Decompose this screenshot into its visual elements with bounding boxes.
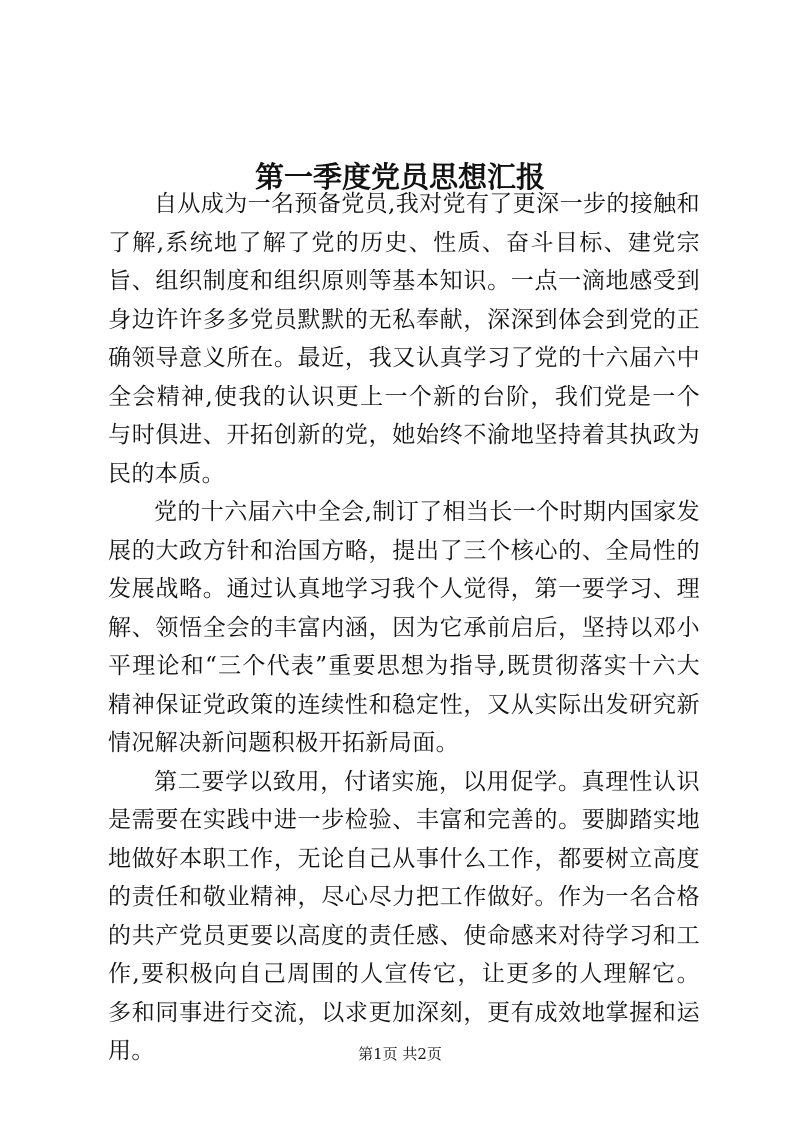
paragraph-3: 第二要学以致用，付诸实施，以用促学。真理性认识是需要在实践中进一步检验、丰富和完善的。要脚踏实地地做好本职工作，无论自己从事什么工作，都要树立高度的责任和敬业精神，尽心尽力把工作做好。作为一名合格的共产党员更要以高度的责任感、使命感来对待学习和工作,要积极向自己周围的人宣传它，让更多的人理解它。多和同事进行交流，以求更加深刻，更有成效地掌握和运用。 — [108, 768, 700, 1064]
document-title: 第一季度党员思想汇报 — [254, 160, 545, 195]
paragraph-2: 党的十六届六中全会,制订了相当长一个时期内国家发展的大政方针和治国方略，提出了三个核心的、全局性的发展战略。通过认真地学习我个人觉得，第一要学习、理解、领悟全会的丰富内涵，因为它承前启后，坚持以邓小平理论和“三个代表”重要思想为指导,既贯彻落实十六大精神保证党政策的连续性和稳定性，又从实际出发研究新情况解决新问题积极开拓新局面。 — [108, 499, 700, 756]
document-body — [108, 185, 700, 1071]
page-number-footer: 第1页 共2页 — [358, 1045, 442, 1063]
paragraph-1: 自从成为一名预备党员,我对党有了更深一步的接触和了解,系统地了解了党的历史、性质、奋斗目标、建党宗旨、组织制度和组织原则等基本知识。一点一滴地感受到身边许许多多党员默默的无私奉献，深深到体会到党的正确领导意义所在。最近，我又认真学习了党的十六届六中全会精神,使我的认识更上一个新的台阶，我们党是一个与时俱进、开拓创新的党，她始终不渝地坚持着其执政为民的本质。 — [108, 191, 700, 487]
